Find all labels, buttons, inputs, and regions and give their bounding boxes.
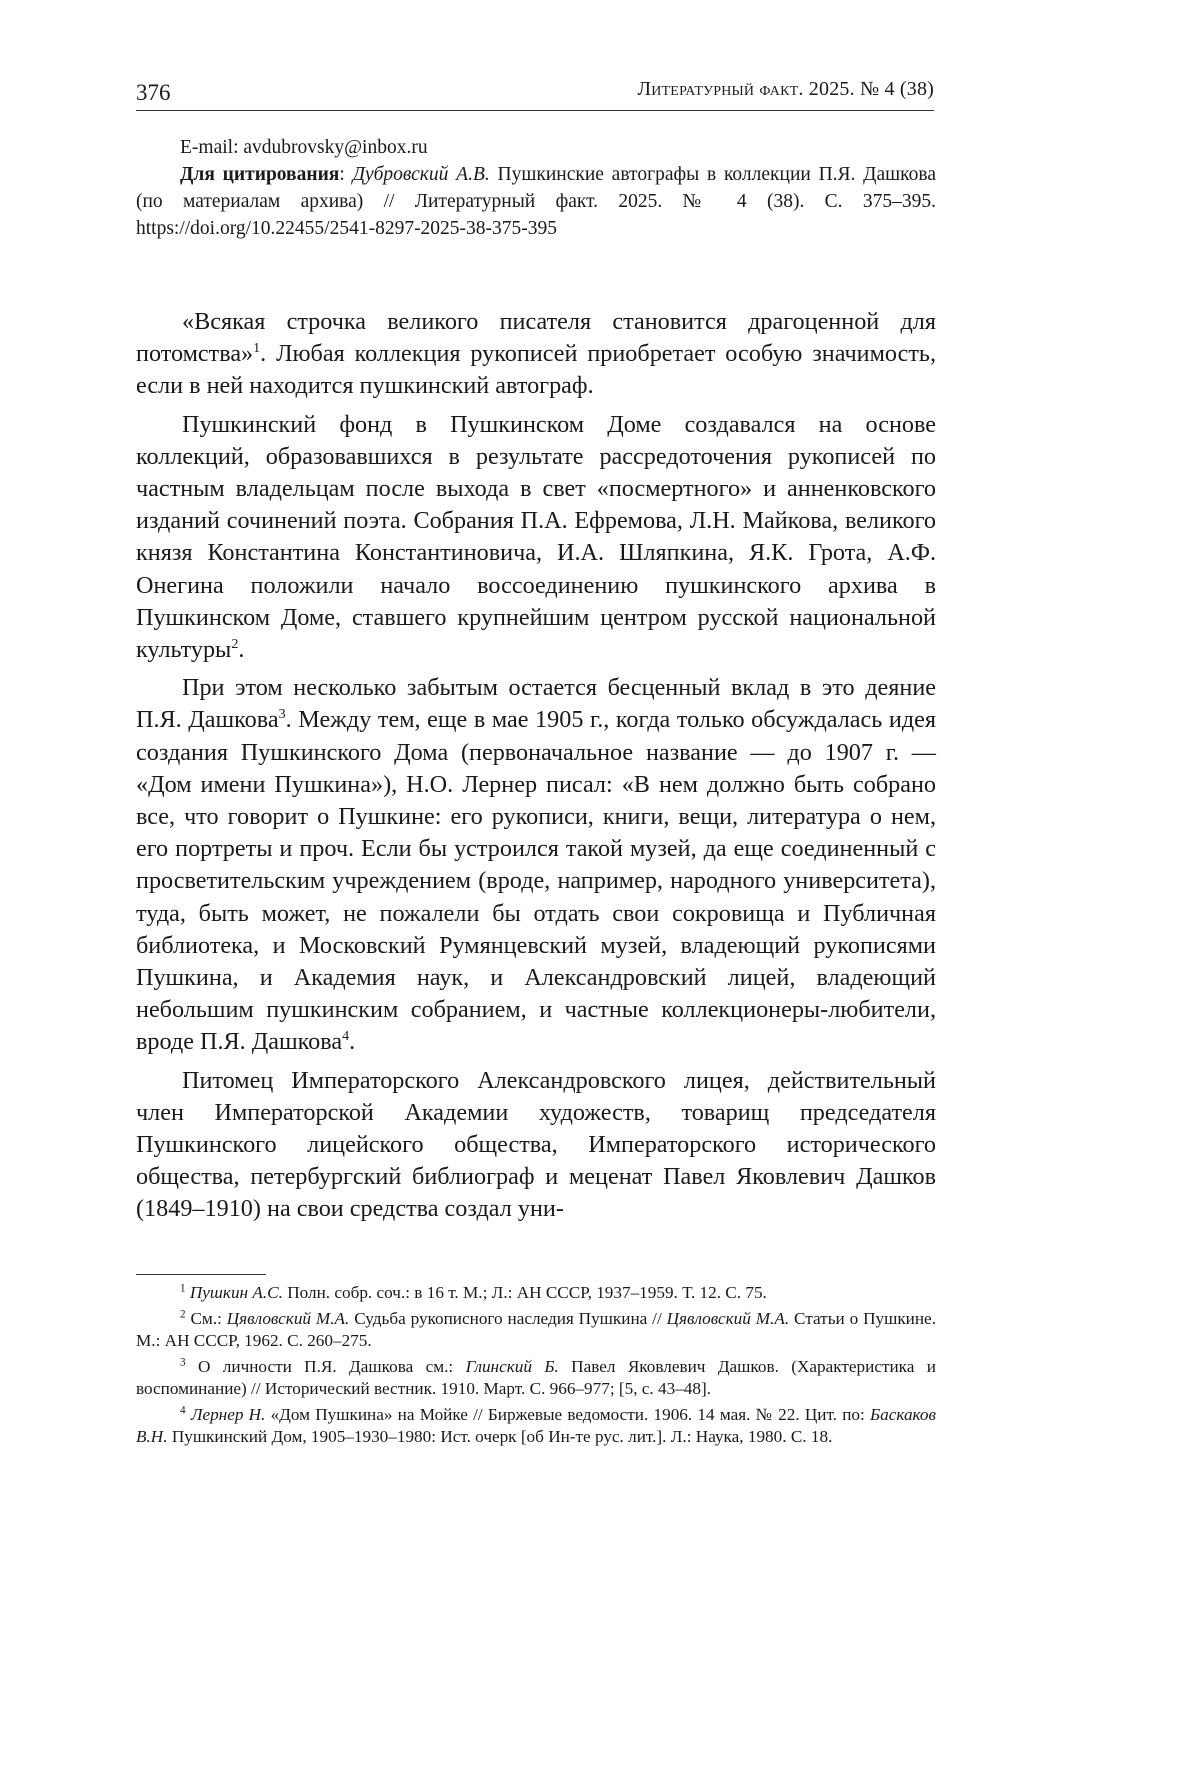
footnote-text: См.: [185,1309,227,1328]
paragraph-1-text-2: . Любая коллекция рукописей приобретает особую значимость, если в ней находится пушкинский автограф. [136,340,936,400]
footnote-author: Цявловский М.А. [226,1309,350,1328]
footnote-text: Пушкинский Дом, 1905–1930–1980: Ист. очерк [об Ин-те рус. лит.]. Л.: Наука, 1980. С. 18. [167,1427,833,1446]
article-meta [136,134,936,242]
footnote-ref-4[interactable]: 4 [342,1028,350,1045]
footnote-author: Пушкин А.С. [189,1283,283,1302]
footnote-author: Глинский Б. [465,1357,559,1376]
paragraph-3-text: При этом несколько забытым остается бесценный вклад в это деяние П.Я. Дашкова [136,674,936,734]
footnote-number: 4 [180,1404,186,1417]
paragraph-2-text: Пушкинский фонд в Пушкинском Доме создавался на основе коллекций, образовавшихся в результате рассредоточения рукописей по частным владельцам после выхода в свет «посмертного» и анненковского изданий сочинений поэта. Собрания П.А. Ефремова, Л.Н. Майкова, великого князя Константина Константиновича, И.А. Шляпкина, Я.К. Грота, А.Ф. Онегина положили начало воссоединению пушкинского архива в Пушкинском Доме, ставшего крупнейшим центром русской национальной культуры [136,410,936,664]
footnote-1 [136,1282,936,1304]
article-body [136,306,936,1232]
footnote-ref-1[interactable]: 1 [253,340,261,357]
page-number: 376 [136,80,171,105]
citation-text: Пушкинские автографы в коллекции П.Я. Дашкова (по материалам архива) // Литературный факт. 2025. № 4 (38). С. 375–395. https://doi.org/10.22455/2541-8297-2025-38-375-395 [136,164,936,239]
footnote-2 [136,1308,936,1352]
paragraph-3-text-3: . [349,1028,356,1056]
paragraph-4 [136,1065,936,1226]
footnote-author: Баскаков В.Н. [136,1405,936,1446]
paragraph-3-text-2: . Между тем, еще в мае 1905 г., когда только обсуждалась идея создания Пушкинского Дома (первоначальное название — до 1907 г. — «Дом имени Пушкина»), Н.О. Лернер писал: «В нем должно быть собрано все, что говорит о Пушкине: его рукописи, книги, вещи, литература о нем, его портреты и проч. Если бы устроился такой музей, да еще соединенный с просветительским учреждением (вроде, например, народного университета), туда, быть может, не пожалели бы отдать свои сокровища и Публичная библиотека, и Московский Румянцевский музей, владеющий рукописями Пушкина, и Академия наук, и Александровский лицей, владеющий небольшим пушкинским собранием, и частные коллекционеры-любители, вроде П.Я. Дашкова [136,706,936,1056]
page-header [136,76,934,108]
footnote-number: 2 [180,1308,186,1321]
paragraph-1-text: «Всякая строчка великого писателя становится драгоценной для потомства» [136,308,936,368]
footnote-number: 1 [180,1282,186,1295]
citation-author: Дубровский А.В. [352,164,490,185]
paragraph-2 [136,409,936,667]
footnote-author: Лернер Н. [190,1405,266,1424]
footnotes [136,1282,936,1452]
footnote-ref-3[interactable]: 3 [278,706,286,723]
footnote-text: Судьба рукописного наследия Пушкина // [349,1309,667,1328]
footnote-3 [136,1356,936,1400]
paragraph-4-text: Питомец Императорского Александровского лицея, действительный член Императорской Академии художеств, товарищ председателя Пушкинского лицейского общества, Императорского исторического общества, петербургский библиограф и меценат Павел Яковлевич Дашков (1849–1910) на свои средства создал уни- [136,1066,936,1223]
footnote-ref-2[interactable]: 2 [231,635,239,652]
running-title: Литературный факт. 2025. № 4 (38) [637,78,934,100]
footnote-number: 3 [180,1356,186,1369]
footnote-author: Цявловский М.А. [666,1309,790,1328]
footnote-text: Павел Яковлевич Дашков. (Характеристика и воспоминание) // Исторический вестник. 1910. Март. С. 966–977; [5, с. 43–48]. [136,1357,936,1398]
paragraph-1 [136,306,936,403]
paragraph-3 [136,672,936,1058]
citation-label: Для цитирования [180,164,340,185]
footnote-4 [136,1404,936,1448]
footnote-text: О личности П.Я. Дашкова см.: [185,1357,466,1376]
footnote-text: «Дом Пушкина» на Мойке // Биржевые ведомости. 1906. 14 мая. № 22. Цит. по: [265,1405,870,1424]
citation [136,161,936,242]
footnote-rule [136,1274,266,1275]
footnote-text: Полн. собр. соч.: в 16 т. М.; Л.: АН СССР, 1937–1959. Т. 12. С. 75. [282,1283,767,1302]
paragraph-2-text-2: . [238,636,245,664]
header-rule [136,110,934,111]
author-email[interactable]: E-mail: avdubrovsky@inbox.ru [180,137,428,158]
footnote-text: Статьи о Пушкине. М.: АН СССР, 1962. С. 260–275. [136,1309,936,1350]
citation-separator: : [339,164,353,185]
